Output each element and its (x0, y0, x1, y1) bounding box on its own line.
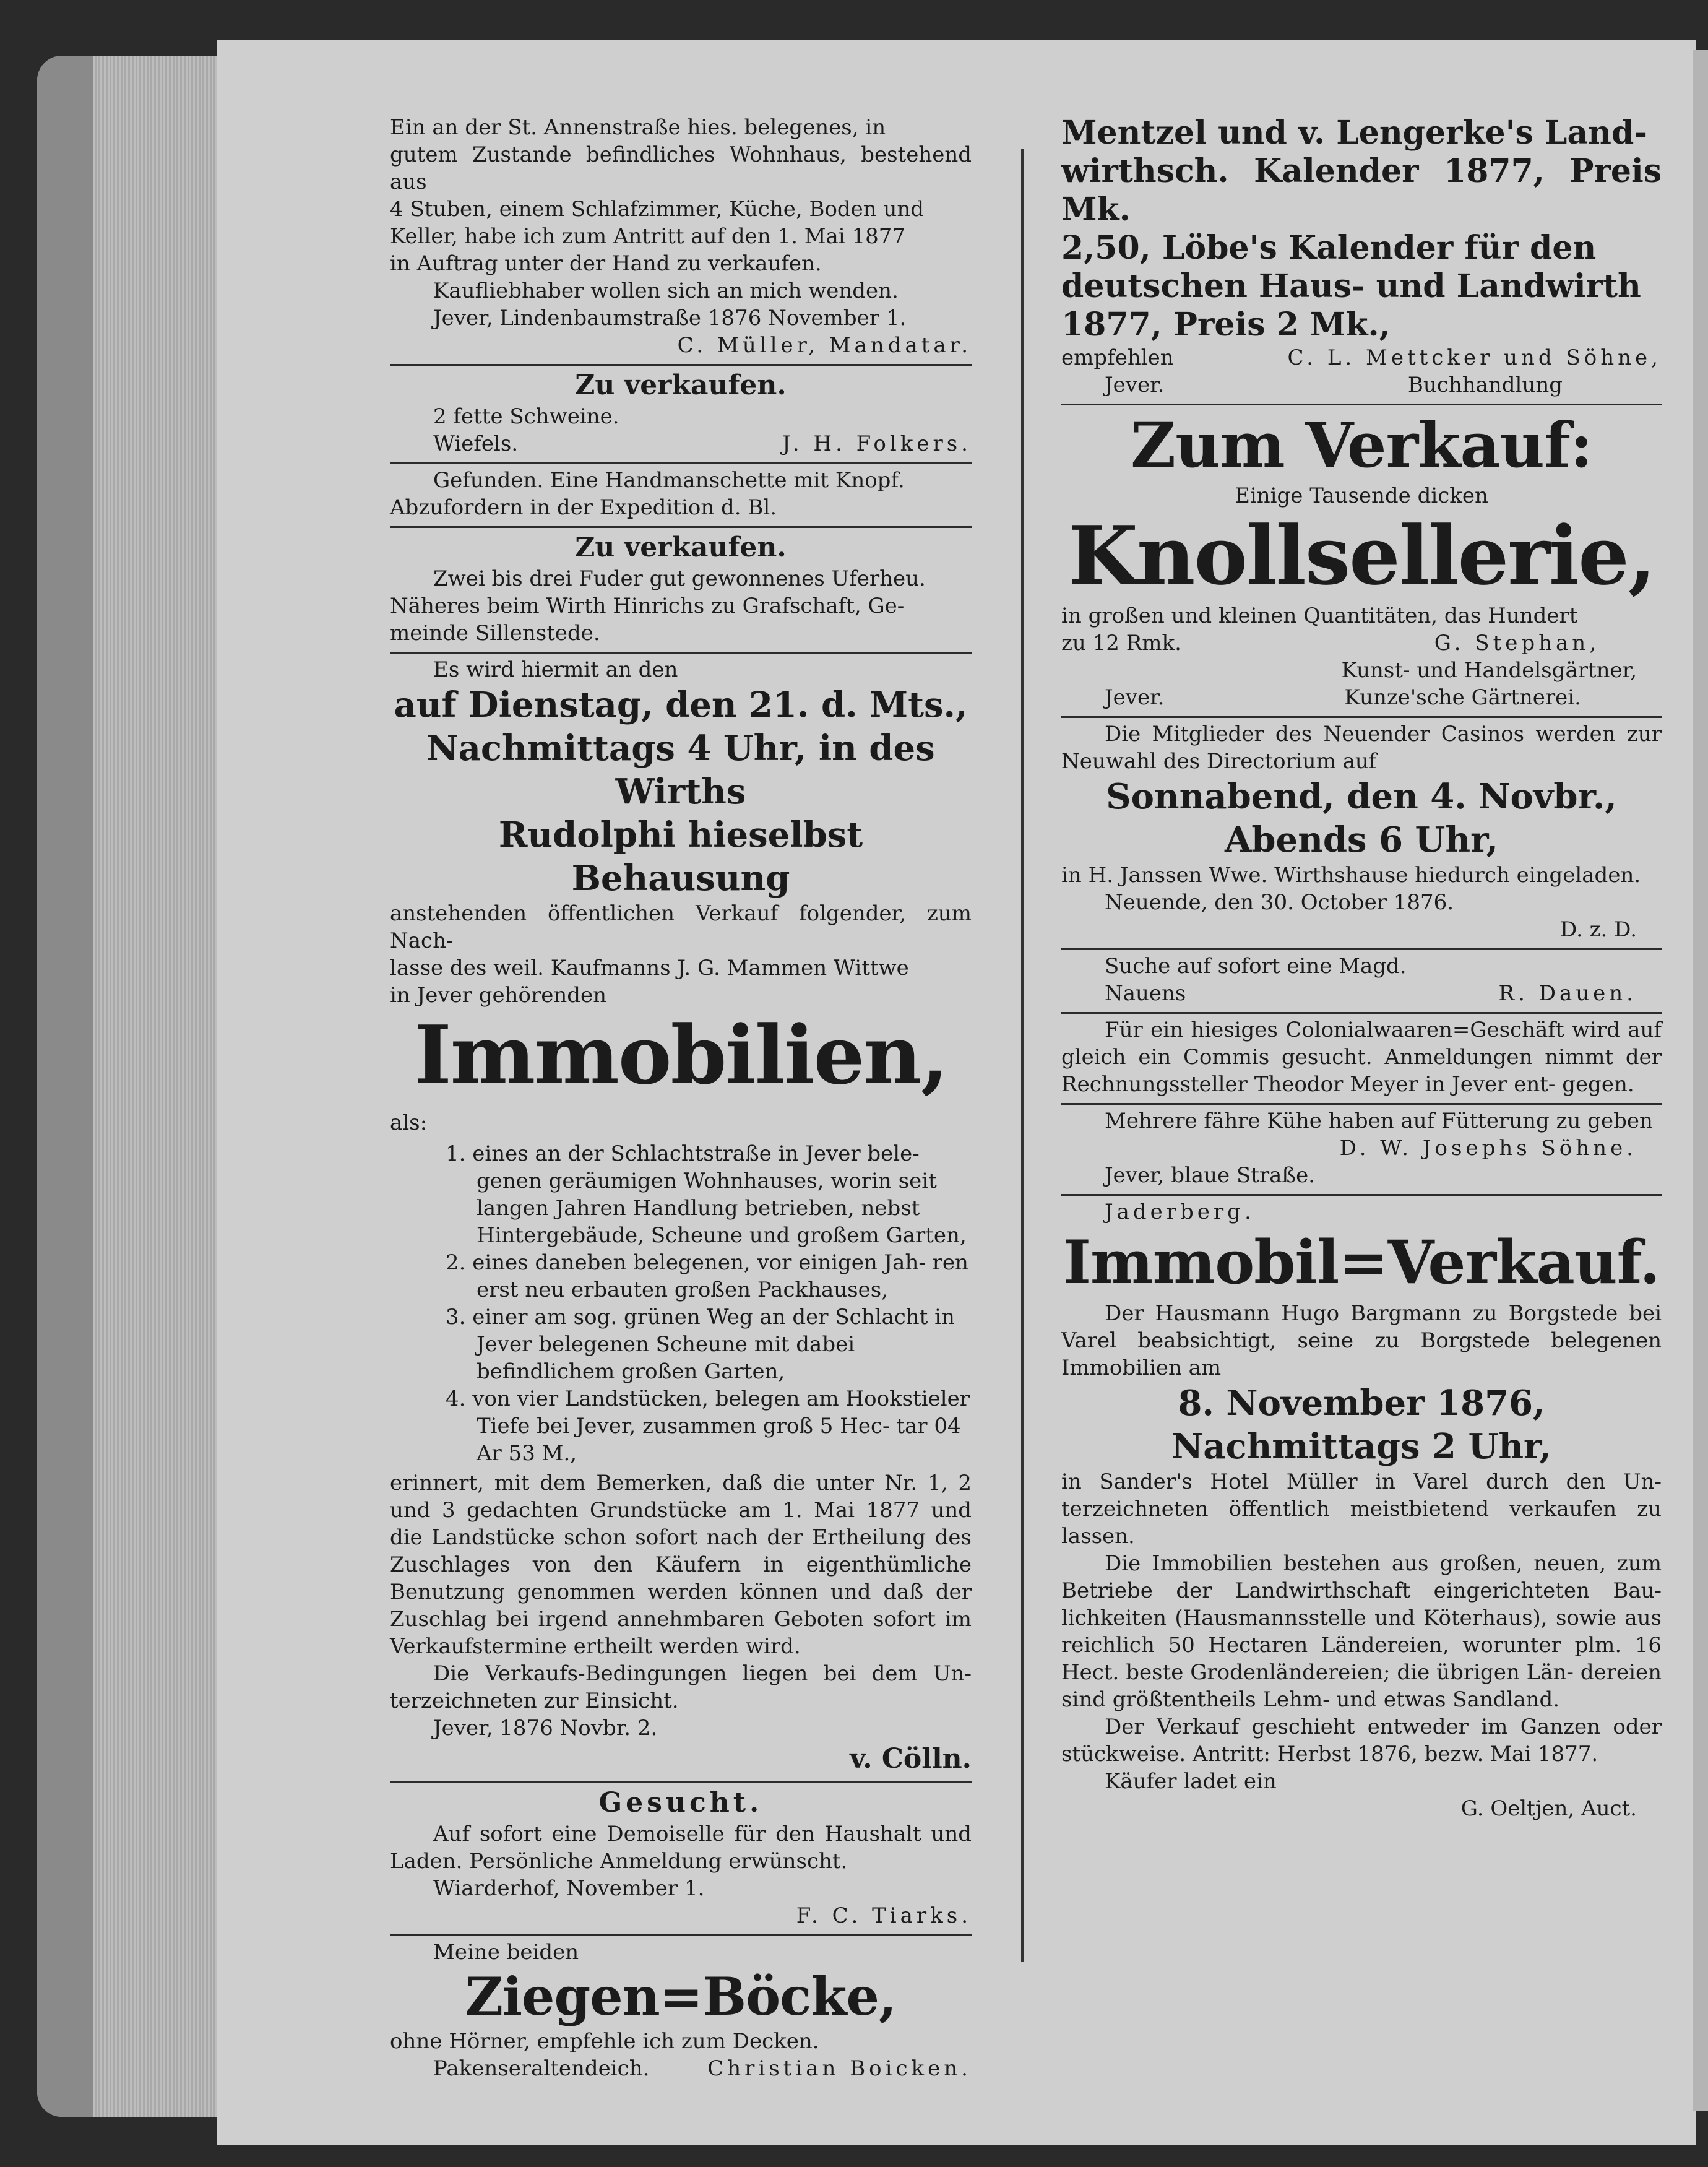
text-line: Mentzel und v. Lengerke's Land- (1061, 114, 1647, 152)
ad-found (390, 462, 972, 526)
text-line: lasse des weil. Kaufmanns J. G. Mammen Wittwe (390, 956, 909, 980)
ad-celery (1061, 404, 1662, 716)
text-line: als: (390, 1110, 428, 1135)
text: empfehlen (1061, 345, 1174, 370)
role: Kunst- und Handelsgärtner, (1341, 658, 1637, 683)
place-row (1061, 684, 1662, 711)
list-item: 3. einer am sog. grünen Weg an der Schlacht in Jever belegenen Scheune mit dabei befindlichem großen Garten, (446, 1305, 955, 1384)
signature: J. H. Folkers. (782, 431, 972, 456)
ad-casino-meeting (1061, 716, 1662, 948)
text-line: Meine beiden (433, 1940, 579, 1965)
place: Pakenseraltendeich. (433, 2056, 650, 2081)
text-line: 2,50, Löbe's Kalender für den (1061, 229, 1597, 267)
product-name: Knollsellerie, (1068, 508, 1655, 603)
price: zu 12 Rmk. (1061, 631, 1181, 655)
place-signature-row (390, 430, 972, 457)
text-line: Keller, habe ich zum Antritt auf den 1. Mai 1877 (390, 224, 906, 249)
ad-commis-wanted (1061, 1012, 1662, 1103)
text-line: in Auftrag unter der Hand zu verkaufen. (390, 251, 822, 276)
place-signature-row (390, 2055, 972, 2082)
signature: Christian Boicken. (707, 2056, 972, 2081)
paragraph: erinnert, mit dem Bemerken, daß die unter Nr. 1, 2 und 3 gedachten Grundstücke am 1. Mai 1877 und die Landstücke schon sofort nach der Ertheilung des Zuschlages von den Käufern in eigenthümliche Benutzung genommen werden können und daß der Zuschlag bei irgend annehmbaren Geboten sofort im Verkaufstermine ertheilt werden wird. (390, 1471, 972, 1659)
ad-heading: Zu verkaufen. (575, 370, 787, 401)
signature: D. W. Josephs Söhne. (1339, 1136, 1637, 1161)
firm-name: C. L. Mettcker und Söhne, (1287, 345, 1662, 370)
list-item: 1. eines an der Schlachtstraße in Jever bele- genen geräumigen Wohnhauses, worin seit langen Jahren Handlung betrieben, nebst Hintergebäude, Scheune und großem Garten, (446, 1141, 967, 1248)
text-line: Näheres beim Wirth Hinrichs zu Grafschaft, Ge- (390, 594, 905, 618)
text-line: gutem Zustande befindliches Wohnhaus, bestehend aus (390, 142, 972, 194)
sale-date: 8. November 1876, (1178, 1383, 1545, 1424)
place-row (1061, 371, 1662, 399)
paragraph: Der Hausmann Hugo Bargmann zu Borgstede bei Varel beabsichtigt, seine zu Borgstede belegenen Immobilien am (1061, 1301, 1662, 1380)
auction-time: Nachmittags 4 Uhr, in des Wirths (426, 728, 935, 812)
text-line: Zwei bis drei Fuder gut gewonnenes Uferheu. (433, 566, 926, 591)
text-line: 2 fette Schweine. (433, 404, 619, 429)
text-line: Kaufliebhaber wollen sich an mich wenden. (433, 279, 899, 303)
text-line: meinde Sillenstede. (390, 621, 600, 646)
ad-title: Immobilien, (413, 1008, 948, 1102)
signature: C. Müller, Mandatar. (677, 333, 972, 358)
text-line: ohne Hörner, empfehle ich zum Decken. (390, 2029, 819, 2054)
next-page-edge (1693, 50, 1708, 2111)
text-line: Ein an der St. Annenstraße hies. belegenes, in (390, 115, 886, 140)
signature: G. Stephan, (1434, 631, 1600, 655)
text-line: Einige Tausende dicken (1235, 483, 1488, 508)
property-list (390, 1140, 972, 1467)
paragraph: Der Verkauf geschieht entweder im Ganzen oder stückweise. Antritt: Herbst 1876, bezw. Mai 1877. (1061, 1715, 1662, 1767)
ad-goats (390, 1934, 972, 2087)
text-line: 1877, Preis 2 Mk., (1061, 306, 1391, 344)
place: Nauens (1105, 981, 1186, 1006)
ad-calendars (1061, 111, 1662, 404)
ad-cows-feeding (1061, 1103, 1662, 1194)
text-line: in H. Janssen Wwe. Wirthshause hiedurch eingeladen. (1061, 863, 1641, 888)
ad-immobilien-auction (390, 652, 972, 1781)
signature: R. Dauen. (1498, 981, 1637, 1006)
ad-maid-wanted (1061, 948, 1662, 1012)
sale-time: Nachmittags 2 Uhr, (1171, 1426, 1551, 1467)
ad-hay-sale (390, 526, 972, 652)
signature: v. Cölln. (850, 1743, 972, 1775)
ad-house-sale (390, 111, 972, 364)
ad-title: Ziegen=Böcke, (465, 1966, 897, 2027)
place: Jever, blaue Straße. (1105, 1163, 1316, 1188)
text-line: 4 Stuben, einem Schlafzimmer, Küche, Boden und (390, 197, 925, 222)
paragraph: Auf sofort eine Demoiselle für den Haushalt und Laden. Persönliche Anmeldung erwünscht. (390, 1822, 972, 1874)
book-spine (37, 56, 93, 2117)
place: Wiefels. (433, 431, 519, 456)
place-signature-row (1061, 980, 1662, 1007)
text-line: anstehenden öffentlichen Verkauf folgender, zum Nach- (390, 901, 972, 953)
signature: G. Oeltjen, Auct. (1460, 1796, 1637, 1821)
signature: F. C. Tiarks. (796, 1903, 972, 1928)
left-column (390, 111, 972, 2087)
place-heading: Jaderberg. (1105, 1200, 1255, 1224)
text-line: Suche auf sofort eine Magd. (1105, 954, 1407, 979)
text-line: Es wird hiermit an den (433, 657, 678, 682)
price-row (1061, 629, 1662, 657)
text-line: Käufer ladet ein (1105, 1769, 1277, 1794)
recommend-row (1061, 344, 1662, 371)
firm-type: Buchhandlung (1407, 373, 1563, 397)
meeting-date: Sonnabend, den 4. Novbr., (1106, 776, 1617, 817)
shop-name: Kunze'sche Gärtnerei. (1344, 685, 1581, 710)
text-line: deutschen Haus- und Landwirth (1061, 267, 1641, 305)
text-line: Gefunden. Eine Handmanschette mit Knopf. (433, 468, 905, 493)
paragraph: in Sander's Hotel Müller in Varel durch den Un- terzeichneten öffentlich meistbietend verkaufen zu lassen. (1061, 1469, 1662, 1549)
date-line: Jever, 1876 Novbr. 2. (433, 1716, 658, 1741)
place: Wiarderhof, November 1. (433, 1876, 705, 1901)
text-line: wirthsch. Kalender 1877, Preis Mk. (1061, 152, 1662, 228)
ad-heading: Gesucht. (598, 1787, 763, 1819)
text-line: in großen und kleinen Quantitäten, das Hundert (1061, 603, 1578, 628)
signature: D. z. D. (1559, 917, 1637, 942)
meeting-time: Abends 6 Uhr, (1224, 820, 1499, 860)
paragraph: Die Mitglieder des Neuender Casinos werden zur Neuwahl des Directorium auf (1061, 722, 1662, 774)
text-line: Abzufordern in der Expedition d. Bl. (390, 495, 777, 520)
paragraph: Mehrere fähre Kühe haben auf Fütterung zu geben (1105, 1109, 1653, 1133)
auction-place: Rudolphi hieselbst Behausung (498, 815, 863, 899)
list-item: 4. von vier Landstücken, belegen am Hookstieler Tiefe bei Jever, zusammen groß 5 Hec- tar 04 Ar 53 M., (446, 1386, 970, 1466)
ad-wanted-demoiselle (390, 1781, 972, 1934)
book-page-edges (37, 56, 217, 2117)
list-item: 2. eines daneben belegenen, vor einigen Jah- ren erst neu erbauten großen Packhauses, (446, 1250, 968, 1302)
text-line: in Jever gehörenden (390, 983, 607, 1008)
place: Jever. (1105, 373, 1165, 397)
column-divider (1021, 149, 1024, 1962)
text-line: Jever, Lindenbaumstraße 1876 November 1. (433, 306, 907, 331)
ad-title: Zum Verkauf: (1131, 409, 1592, 482)
paragraph: Die Verkaufs-Bedingungen liegen bei dem Un- terzeichneten zur Einsicht. (390, 1661, 972, 1713)
ad-heading: Zu verkaufen. (575, 532, 787, 563)
right-column (1061, 111, 1662, 1827)
ad-pigs-sale (390, 364, 972, 462)
paragraph: Die Immobilien bestehen aus großen, neuen, zum Betriebe der Landwirthschaft eingerichteten Bau- lichkeiten (Hausmannsstelle und Köterhaus), sowie aus reichlich 50 Hectaren Ländereien, worunter plm. 16 Hect. beste Grodenländereien; die übrigen Län- dereien sind größtentheils Lehm- und etwas Sandland. (1061, 1551, 1662, 1712)
date-line: Neuende, den 30. October 1876. (1105, 890, 1454, 915)
ad-title: Immobil=Verkauf. (1063, 1227, 1660, 1297)
auction-date: auf Dienstag, den 21. d. Mts., (394, 685, 968, 725)
place: Jever. (1105, 685, 1165, 710)
ad-immobil-verkauf (1061, 1194, 1662, 1827)
paragraph: Für ein hiesiges Colonialwaaren=Geschäft wird auf gleich ein Commis gesucht. Anmeldungen nimmt der Rechnungssteller Theodor Meyer in Jever ent- gegen. (1061, 1018, 1662, 1097)
